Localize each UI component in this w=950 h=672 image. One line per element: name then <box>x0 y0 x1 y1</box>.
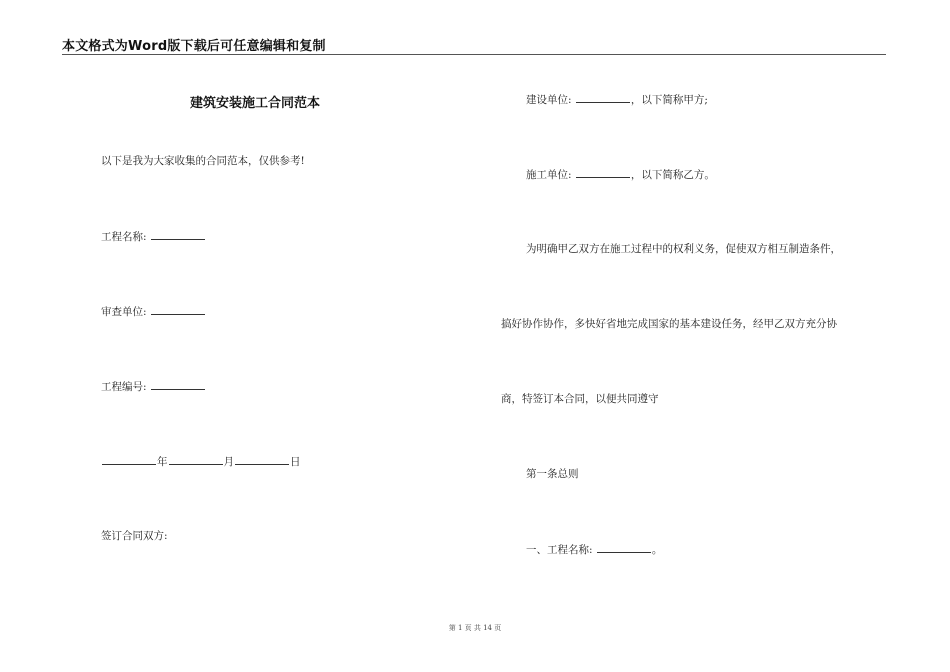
builder-line <box>526 92 708 107</box>
contractor-line <box>526 167 715 182</box>
review-unit-blank <box>151 304 205 315</box>
builder-blank <box>576 92 630 103</box>
month-label: 月 <box>223 456 234 468</box>
builder-suffix: ，以下简称甲方; <box>630 94 708 106</box>
date-line <box>101 454 301 469</box>
contractor-suffix: ，以下简称乙方。 <box>630 169 715 181</box>
year-blank <box>102 454 156 465</box>
intro-text: 以下是我为大家收集的合同范本，仅供参考! <box>101 155 305 167</box>
page-header <box>62 34 886 55</box>
item-1-blank <box>597 542 651 553</box>
review-unit-label: 审查单位: <box>101 306 147 318</box>
project-name-line <box>101 229 206 244</box>
item-1-line <box>526 542 662 557</box>
project-name-blank <box>151 229 205 240</box>
day-label: 日 <box>290 456 301 468</box>
review-unit-line <box>101 304 206 319</box>
builder-label: 建设单位: <box>526 94 572 106</box>
contractor-label: 施工单位: <box>526 169 572 181</box>
project-no-label: 工程编号: <box>101 381 147 393</box>
contractor-blank <box>576 167 630 178</box>
page-number: 第 1 页 共 14 页 <box>448 624 502 632</box>
project-no-line <box>101 379 206 394</box>
project-no-blank <box>151 379 205 390</box>
day-blank <box>235 454 289 465</box>
paragraph-1-line-2: 搞好协作协作，多快好省地完成国家的基本建设任务，经甲乙双方充分协 <box>501 318 837 330</box>
parties-label: 签订合同双方: <box>101 530 168 542</box>
paragraph-1-line-3: 商，特签订本合同，以便共同遵守 <box>501 393 659 405</box>
item-1-label: 一、工程名称: <box>526 544 593 556</box>
document-title: 建筑安装施工合同范本 <box>190 96 321 111</box>
article-1-title: 第一条总则 <box>526 468 579 480</box>
item-1-suffix: 。 <box>651 544 663 556</box>
project-name-label: 工程名称: <box>101 231 147 243</box>
paragraph-1-line-1: 为明确甲乙双方在施工过程中的权利义务，促使双方相互制造条件， <box>526 243 841 255</box>
header-text: 本文格式为Word版下载后可任意编辑和复制 <box>62 39 326 54</box>
month-blank <box>169 454 223 465</box>
year-label: 年 <box>157 456 168 468</box>
